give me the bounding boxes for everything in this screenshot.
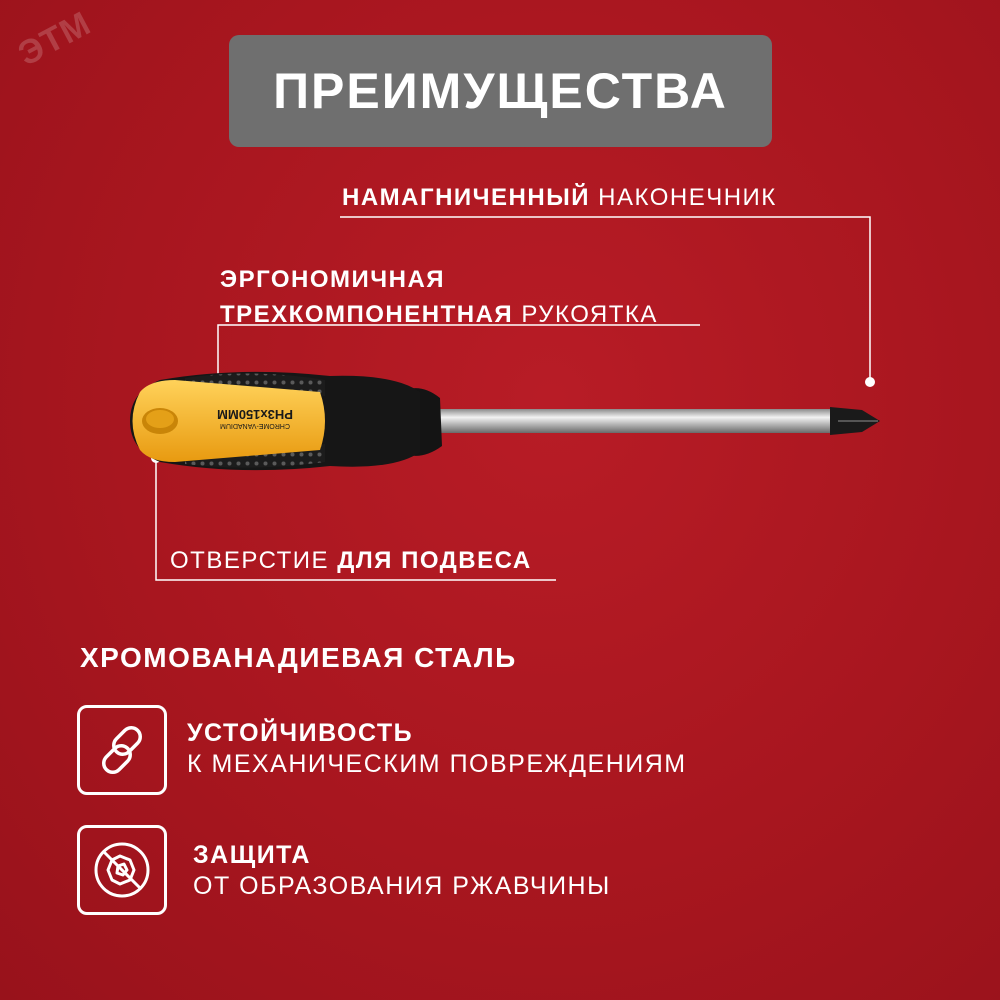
callout-tip <box>342 180 777 215</box>
feature-rust-protection <box>193 840 611 902</box>
feature-durability-title: УСТОЙЧИВОСТЬ <box>187 719 414 747</box>
feature-rust-subtitle: ОТ ОБРАЗОВАНИЯ РЖАВЧИНЫ <box>193 872 611 900</box>
callout-dot-tip <box>865 377 875 387</box>
feature-durability-subtitle: К МЕХАНИЧЕСКИМ ПОВРЕЖДЕНИЯМ <box>187 750 687 778</box>
callout-tip-normal: НАКОНЕЧНИК <box>598 184 777 211</box>
no-rust-icon <box>77 825 167 915</box>
chain-link-icon <box>77 705 167 795</box>
product-sub-marking: CHROME-VANADIUM <box>220 422 290 429</box>
product-marking: PH3x150MM <box>217 407 293 422</box>
etm-watermark-logo: ЭТМ <box>12 4 98 74</box>
callout-hole <box>170 543 532 578</box>
feature-rust-title: ЗАЩИТА <box>193 841 311 869</box>
callout-hole-normal: ОТВЕРСТИЕ <box>170 547 330 574</box>
feature-durability <box>187 718 687 780</box>
callout-hole-bold: ДЛЯ ПОДВЕСА <box>337 547 532 574</box>
callout-handle-line2-normal: РУКОЯТКА <box>521 301 658 328</box>
callout-tip-bold: НАМАГНИЧЕННЫЙ <box>342 184 590 211</box>
callout-handle-line1: ЭРГОНОМИЧНАЯ <box>220 266 446 293</box>
callout-handle <box>220 262 658 332</box>
steel-heading: ХРОМОВАНАДИЕВАЯ СТАЛЬ <box>80 642 517 673</box>
page-title: ПРЕИМУЩЕСТВА <box>273 63 728 119</box>
screwdriver-shaft <box>440 409 835 433</box>
callout-handle-line2-bold: ТРЕХКОМПОНЕНТНАЯ <box>220 301 514 328</box>
